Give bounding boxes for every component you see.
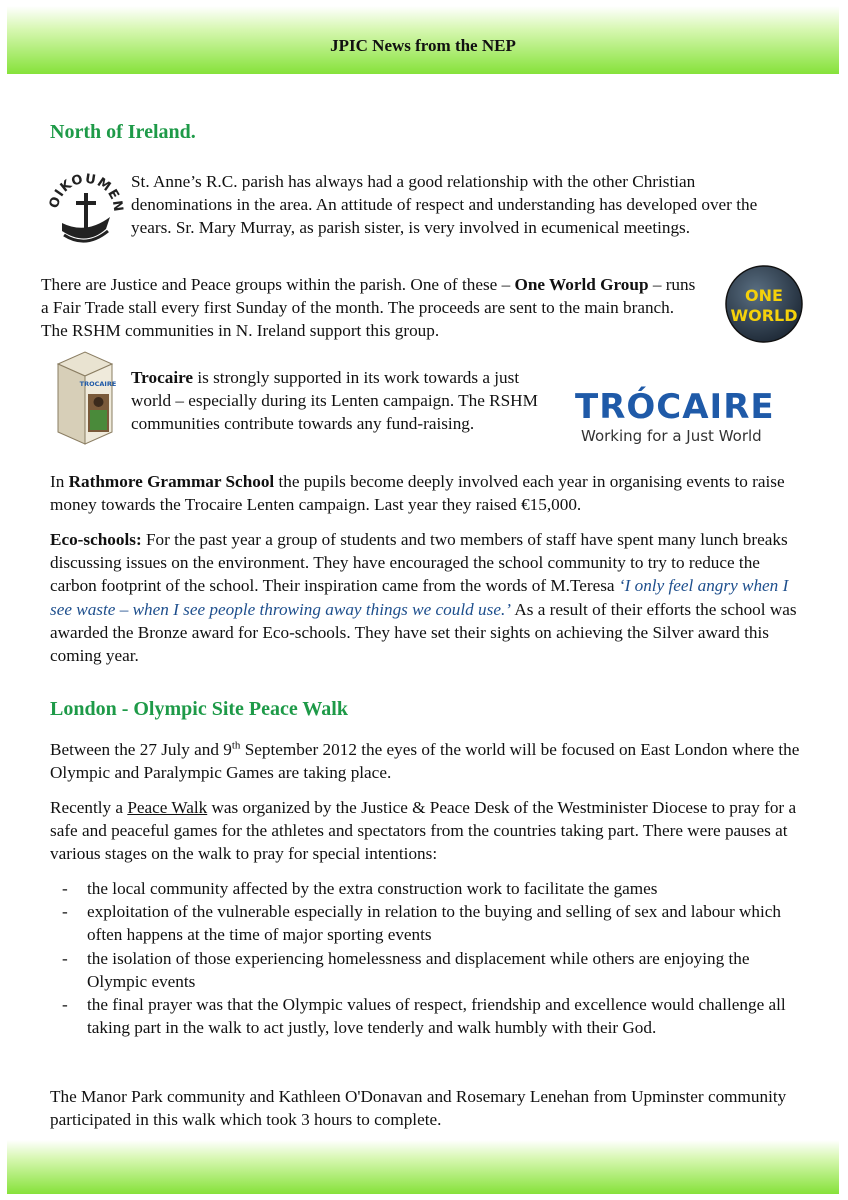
paragraph-rathmore [50,470,795,516]
header-band [7,6,839,74]
walk-text-1: Recently a [50,798,128,817]
eco-text-2: As a result of their efforts the school was awarded the Bronze award for Eco-schools. They have set their sights on achieving the Silver award this coming year. [50,599,797,666]
paragraph-dates [50,738,800,784]
walk-text-2: was organized by the Justice & Peace Desk of the Westminister Diocese to pray for a safe and peaceful games for the athletes and spectators from the countries taking part. There were pauses at various stages on the walk to pray for special intentions: [50,798,797,864]
dates-superscript: th [231,739,241,752]
one-world-group-name: One World Group [514,275,649,294]
page-title: JPIC News from the NEP [330,36,516,55]
paragraph-manor-park: The Manor Park community and Kathleen O'Donavan and Rosemary Lenehan from Upminster community participated in this walk which took 3 hours to complete. [50,1087,787,1130]
footer-band [7,1140,839,1194]
jp-text-2: – runs a Fair Trade stall every first Sunday of the month. The proceeds are sent to the main branch. The RSHM communities in N. Ireland support this group. [41,275,696,341]
intentions-list [50,877,795,1039]
trocaire-box-label: TROCAIRE [79,380,117,388]
list-item: - the final prayer was that the Olympic values of respect, friendship and excellence would challenge all taking part in the walk to act justly, love tenderly and walk humbly with their God. [50,993,795,1039]
oikoumene-logo [48,165,124,253]
rathmore-text-1: In [50,472,69,491]
list-item: - exploitation of the vulnerable especially in relation to the buying and selling of sex and labour which often happens at the time of major sporting events [50,900,795,946]
section-heading-north-ireland: North of Ireland. [50,121,196,143]
rathmore-text-2: the pupils become deeply involved each year in organising events to raise money towards the Trocaire Lenten campaign. Last year they raised €15,000. [50,472,785,515]
dates-text-2: September 2012 the eyes of the world will be focused on East London where the Olympic and Paralympic Games are taking place. [50,740,800,783]
eco-text-1: For the past year a group of students and two members of staff have spent many lunch breaks discussing issues on the environment. They have encouraged the school community to try to reduce the carbon footprint of the school. Their inspiration came from the words of M.Teresa [50,530,788,596]
list-item: - the isolation of those experiencing homelessness and displacement while others are enjoying the Olympic events [50,947,795,993]
section-heading-london: London - Olympic Site Peace Walk [50,698,348,720]
list-item: - the local community affected by the extra construction work to facilitate the games [50,877,795,900]
one-world-badge-line1: ONE [745,286,783,305]
trocaire-logo-tagline: Working for a Just World [581,427,762,445]
eco-schools-label: Eco-schools: [50,530,142,549]
paragraph-trocaire [131,366,556,436]
dates-text-1: Between the 27 July and 9 [50,740,232,759]
trocaire-logo [575,388,785,450]
trocaire-logo-name: TRÓCAIRE [575,387,775,427]
trocaire-name: Trocaire [131,368,194,387]
one-world-badge [724,264,804,344]
one-world-badge-line2: WORLD [730,306,798,325]
paragraph-parish: St. Anne’s R.C. parish has always had a good relationship with the other Christian denominations in the area. An attitude of respect and understanding has developed over the years. Sr. Mary Murray, as parish sister, is very involved in ecumenical meetings. [131,172,758,238]
paragraph-justice-peace [41,273,701,343]
trocaire-text: is strongly supported in its work towards a just world – especially during its Lenten campaign. The RSHM communities contribute towards any fund-raising. [131,368,538,434]
paragraph-eco-schools [50,528,805,667]
oikoumene-logo-text: OIKOUMEN [48,171,124,214]
trocaire-box-image [48,350,122,446]
mother-teresa-quote: ‘I only feel angry when I see waste – when I see people throwing away things we could use.’ [50,576,789,619]
peace-walk-link[interactable]: Peace Walk [127,798,208,817]
rathmore-school-name: Rathmore Grammar School [68,472,275,491]
jp-text-1: There are Justice and Peace groups within the parish. One of these – [41,275,515,294]
paragraph-peace-walk [50,796,825,866]
